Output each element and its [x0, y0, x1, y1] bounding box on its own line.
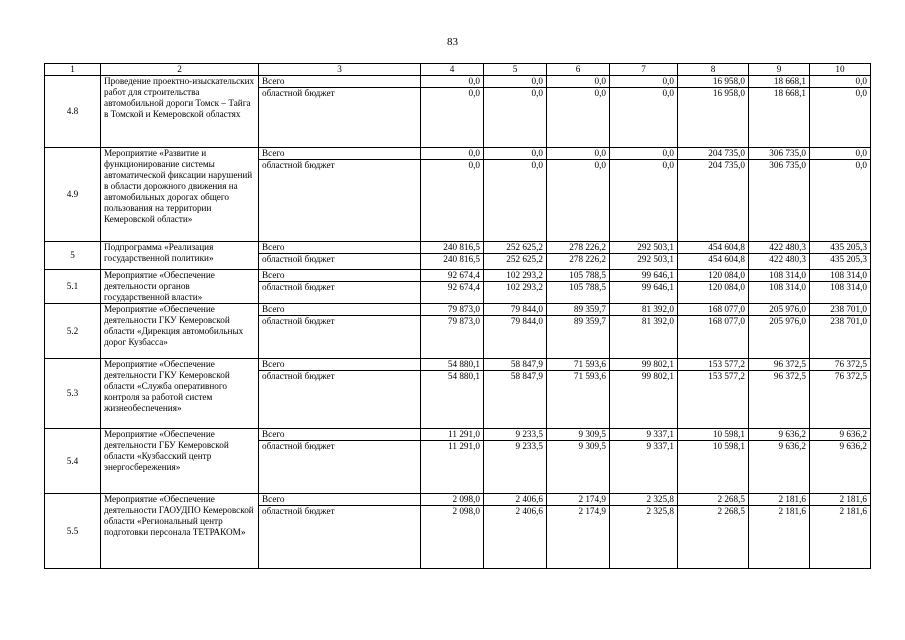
column-number: 3 — [259, 64, 421, 76]
amount-cell: 0,0 — [810, 88, 871, 148]
amount-cell: 306 735,0 — [749, 148, 810, 160]
amount-cell: 11 291,0 — [421, 441, 484, 494]
amount-cell: 0,0 — [484, 76, 547, 88]
funding-source: областной бюджет — [259, 506, 421, 569]
amount-cell: 0,0 — [810, 76, 871, 88]
amount-cell: 292 503,1 — [610, 254, 678, 270]
amount-cell: 9 636,2 — [810, 441, 871, 494]
amount-cell: 2 406,6 — [484, 494, 547, 506]
item-code: 4.9 — [45, 148, 101, 242]
amount-cell: 79 873,0 — [421, 316, 484, 359]
amount-cell: 0,0 — [547, 160, 610, 242]
amount-cell: 9 233,5 — [484, 429, 547, 441]
amount-cell: 18 668,1 — [749, 88, 810, 148]
funding-source: областной бюджет — [259, 254, 421, 270]
amount-cell: 102 293,2 — [484, 270, 547, 282]
column-number: 1 — [45, 64, 101, 76]
amount-cell: 0,0 — [421, 160, 484, 242]
amount-cell: 58 847,9 — [484, 359, 547, 371]
amount-cell: 71 593,6 — [547, 359, 610, 371]
amount-cell: 454 604,8 — [678, 242, 749, 254]
item-code: 5.3 — [45, 359, 101, 429]
amount-cell: 79 844,0 — [484, 316, 547, 359]
table-row — [45, 304, 871, 316]
amount-cell: 2 406,6 — [484, 506, 547, 569]
amount-cell: 92 674,4 — [421, 270, 484, 282]
amount-cell: 18 668,1 — [749, 76, 810, 88]
amount-cell: 9 636,2 — [810, 429, 871, 441]
amount-cell: 2 268,5 — [678, 494, 749, 506]
item-code: 5 — [45, 242, 101, 270]
header-row — [45, 64, 871, 76]
amount-cell: 81 392,0 — [610, 304, 678, 316]
amount-cell: 76 372,5 — [810, 359, 871, 371]
amount-cell: 92 674,4 — [421, 282, 484, 304]
amount-cell: 9 636,2 — [749, 429, 810, 441]
amount-cell: 99 646,1 — [610, 270, 678, 282]
amount-cell: 2 098,0 — [421, 494, 484, 506]
funding-source: областной бюджет — [259, 282, 421, 304]
item-name: Мероприятие «Обеспечение деятельности ГАОУДПО Кемеровской области «Региональный центр подготовки персонала ТЕТРАКОМ» — [101, 494, 259, 569]
amount-cell: 2 098,0 — [421, 506, 484, 569]
amount-cell: 16 958,0 — [678, 88, 749, 148]
funding-source: Всего — [259, 242, 421, 254]
amount-cell: 2 268,5 — [678, 506, 749, 569]
amount-cell: 54 880,1 — [421, 359, 484, 371]
table-row — [45, 76, 871, 88]
amount-cell: 0,0 — [547, 88, 610, 148]
amount-cell: 205 976,0 — [749, 316, 810, 359]
amount-cell: 422 480,3 — [749, 254, 810, 270]
amount-cell: 9 309,5 — [547, 429, 610, 441]
amount-cell: 238 701,0 — [810, 304, 871, 316]
amount-cell: 105 788,5 — [547, 282, 610, 304]
amount-cell: 0,0 — [547, 76, 610, 88]
amount-cell: 2 174,9 — [547, 506, 610, 569]
item-code: 4.8 — [45, 76, 101, 148]
amount-cell: 278 226,2 — [547, 254, 610, 270]
amount-cell: 204 735,0 — [678, 160, 749, 242]
item-name: Проведение проектно-изыскательских работ для строительства автомобильной дороги Томск – Тайга в Томской и Кемеровской областях — [101, 76, 259, 148]
amount-cell: 2 181,6 — [749, 506, 810, 569]
amount-cell: 0,0 — [610, 88, 678, 148]
item-name: Мероприятие «Обеспечение деятельности ГБУ Кемеровской области «Кузбасский центр энергосбережения» — [101, 429, 259, 494]
amount-cell: 0,0 — [610, 148, 678, 160]
item-name: Мероприятие «Обеспечение деятельности органов государственной власти» — [101, 270, 259, 304]
amount-cell: 108 314,0 — [749, 270, 810, 282]
table-row — [45, 494, 871, 506]
item-name: Подпрограмма «Реализация государственной политики» — [101, 242, 259, 270]
amount-cell: 153 577,2 — [678, 359, 749, 371]
amount-cell: 0,0 — [421, 76, 484, 88]
amount-cell: 79 844,0 — [484, 304, 547, 316]
amount-cell: 105 788,5 — [547, 270, 610, 282]
amount-cell: 102 293,2 — [484, 282, 547, 304]
amount-cell: 99 646,1 — [610, 282, 678, 304]
amount-cell: 422 480,3 — [749, 242, 810, 254]
amount-cell: 205 976,0 — [749, 304, 810, 316]
amount-cell: 9 309,5 — [547, 441, 610, 494]
amount-cell: 454 604,8 — [678, 254, 749, 270]
amount-cell: 71 593,6 — [547, 371, 610, 429]
funding-source: областной бюджет — [259, 371, 421, 429]
amount-cell: 0,0 — [810, 160, 871, 242]
amount-cell: 89 359,7 — [547, 316, 610, 359]
item-code: 5.4 — [45, 429, 101, 494]
amount-cell: 99 802,1 — [610, 359, 678, 371]
amount-cell: 99 802,1 — [610, 371, 678, 429]
amount-cell: 11 291,0 — [421, 429, 484, 441]
funding-source: Всего — [259, 148, 421, 160]
amount-cell: 9 233,5 — [484, 441, 547, 494]
amount-cell: 292 503,1 — [610, 242, 678, 254]
amount-cell: 240 816,5 — [421, 254, 484, 270]
item-code: 5.2 — [45, 304, 101, 359]
amount-cell: 0,0 — [421, 88, 484, 148]
funding-source: областной бюджет — [259, 441, 421, 494]
amount-cell: 2 181,6 — [810, 506, 871, 569]
amount-cell: 0,0 — [484, 160, 547, 242]
page-number: 83 — [447, 36, 458, 48]
column-number: 10 — [810, 64, 871, 76]
budget-table — [44, 63, 871, 569]
amount-cell: 204 735,0 — [678, 148, 749, 160]
column-number: 4 — [421, 64, 484, 76]
amount-cell: 81 392,0 — [610, 316, 678, 359]
amount-cell: 10 598,1 — [678, 441, 749, 494]
table-row — [45, 270, 871, 282]
amount-cell: 120 084,0 — [678, 282, 749, 304]
funding-source: областной бюджет — [259, 88, 421, 148]
amount-cell: 306 735,0 — [749, 160, 810, 242]
amount-cell: 0,0 — [547, 148, 610, 160]
amount-cell: 108 314,0 — [810, 282, 871, 304]
column-number: 2 — [101, 64, 259, 76]
amount-cell: 0,0 — [484, 88, 547, 148]
amount-cell: 278 226,2 — [547, 242, 610, 254]
amount-cell: 0,0 — [421, 148, 484, 160]
funding-source: Всего — [259, 359, 421, 371]
amount-cell: 240 816,5 — [421, 242, 484, 254]
item-name: Мероприятие «Развитие и функционирование системы автоматической фиксации нарушений в области дорожного движения на автомобильных дорогах общего пользования на территории Кемеровской области» — [101, 148, 259, 242]
amount-cell: 16 958,0 — [678, 76, 749, 88]
amount-cell: 9 337,1 — [610, 441, 678, 494]
funding-source: Всего — [259, 270, 421, 282]
funding-source: областной бюджет — [259, 160, 421, 242]
table-row — [45, 359, 871, 371]
amount-cell: 2 325,8 — [610, 506, 678, 569]
amount-cell: 153 577,2 — [678, 371, 749, 429]
amount-cell: 2 181,6 — [749, 494, 810, 506]
amount-cell: 89 359,7 — [547, 304, 610, 316]
amount-cell: 238 701,0 — [810, 316, 871, 359]
column-number: 5 — [484, 64, 547, 76]
amount-cell: 108 314,0 — [810, 270, 871, 282]
amount-cell: 10 598,1 — [678, 429, 749, 441]
funding-source: Всего — [259, 429, 421, 441]
column-number: 8 — [678, 64, 749, 76]
amount-cell: 168 077,0 — [678, 304, 749, 316]
item-code: 5.1 — [45, 270, 101, 304]
amount-cell: 79 873,0 — [421, 304, 484, 316]
amount-cell: 2 181,6 — [810, 494, 871, 506]
item-name: Мероприятие «Обеспечение деятельности ГКУ Кемеровской области «Служба оперативного контроля за работой систем жизнеобеспечения» — [101, 359, 259, 429]
amount-cell: 96 372,5 — [749, 371, 810, 429]
amount-cell: 252 625,2 — [484, 242, 547, 254]
item-name: Мероприятие «Обеспечение деятельности ГКУ Кемеровской области «Дирекция автомобильных дорог Кузбасса» — [101, 304, 259, 359]
amount-cell: 435 205,3 — [810, 254, 871, 270]
funding-source: областной бюджет — [259, 316, 421, 359]
funding-source: Всего — [259, 76, 421, 88]
funding-source: Всего — [259, 494, 421, 506]
amount-cell: 120 084,0 — [678, 270, 749, 282]
amount-cell: 435 205,3 — [810, 242, 871, 254]
table-row — [45, 242, 871, 254]
column-number: 6 — [547, 64, 610, 76]
amount-cell: 108 314,0 — [749, 282, 810, 304]
amount-cell: 2 325,8 — [610, 494, 678, 506]
amount-cell: 58 847,9 — [484, 371, 547, 429]
amount-cell: 0,0 — [610, 160, 678, 242]
column-number: 9 — [749, 64, 810, 76]
amount-cell: 76 372,5 — [810, 371, 871, 429]
table-row — [45, 429, 871, 441]
amount-cell: 0,0 — [810, 148, 871, 160]
table-row — [45, 148, 871, 160]
amount-cell: 168 077,0 — [678, 316, 749, 359]
amount-cell: 0,0 — [610, 76, 678, 88]
amount-cell: 54 880,1 — [421, 371, 484, 429]
amount-cell: 0,0 — [484, 148, 547, 160]
amount-cell: 2 174,9 — [547, 494, 610, 506]
amount-cell: 9 337,1 — [610, 429, 678, 441]
funding-source: Всего — [259, 304, 421, 316]
amount-cell: 96 372,5 — [749, 359, 810, 371]
column-number: 7 — [610, 64, 678, 76]
amount-cell: 9 636,2 — [749, 441, 810, 494]
item-code: 5.5 — [45, 494, 101, 569]
amount-cell: 252 625,2 — [484, 254, 547, 270]
